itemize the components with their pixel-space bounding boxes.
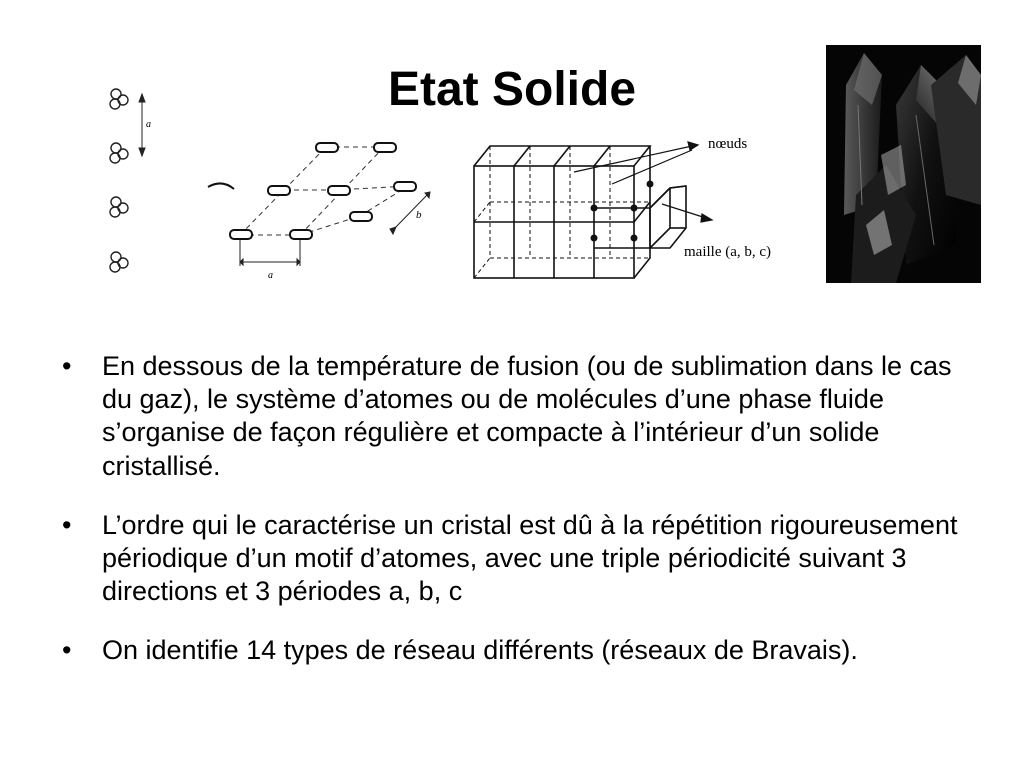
molecule-icon [110, 197, 128, 217]
label-b: b [416, 209, 422, 221]
period-arrow-b [390, 192, 430, 234]
crystal-photo [826, 45, 981, 283]
molecule-icon [290, 230, 312, 239]
period-arrow [139, 94, 145, 156]
molecule-icon [110, 252, 128, 272]
bullet-item: • On identifie 14 types de réseau différents (réseaux de Bravais). [62, 634, 987, 667]
molecule-icon [316, 143, 338, 152]
bullet-list [62, 350, 987, 668]
molecule-column-figure [95, 80, 155, 280]
molecule-icon [394, 182, 416, 191]
molecule-icon [230, 230, 252, 239]
molecule-icon [350, 212, 372, 221]
label-a-horizontal: a [268, 270, 273, 281]
label-maille: maille (a, b, c) [684, 244, 772, 260]
bullet-item: • L’ordre qui le caractérise un cristal est dû à la répétition rigoureusement périodique d’un motif d’atomes, avec une triple périodicité suivant 3 directions et 3 périodes a, b, c [62, 509, 987, 609]
label-a-vertical: a [146, 119, 151, 130]
lattice-nodes [591, 181, 654, 242]
molecule-icon [328, 186, 350, 195]
molecule-icon [110, 89, 128, 109]
molecule-icon [374, 143, 396, 152]
slide-title: Etat Solide [387, 63, 637, 116]
molecule-icon [208, 183, 234, 189]
period-arrow-a [240, 240, 300, 266]
lattice-2d-figure [198, 130, 448, 285]
molecule-icon [110, 143, 128, 163]
label-noeuds: nœuds [708, 136, 748, 152]
lattice-3d-figure [462, 128, 807, 288]
molecule-icon [268, 186, 290, 195]
bullet-item: • En dessous de la température de fusion (ou de sublimation dans le cas du gaz), le système d’atomes ou de molécules d’une phase fluide s’organise de façon régulière et compacte à l’intérieur d’un solide cristallisé. [62, 350, 987, 483]
slide-body [62, 350, 987, 694]
